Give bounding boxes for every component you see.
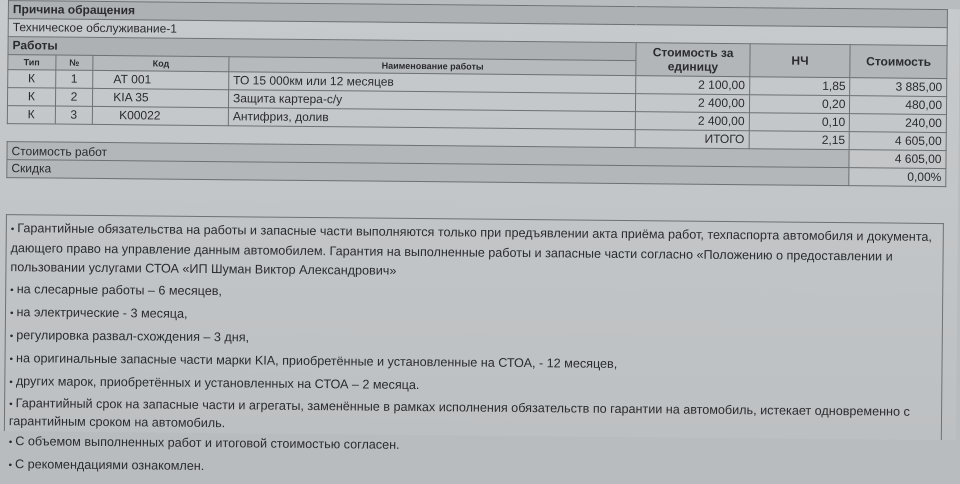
row-no: 1 — [55, 70, 93, 88]
total-nh: 2,15 — [749, 131, 850, 150]
warranty-notes — [4, 214, 944, 473]
note-item: • Гарантийный срок на запасные части и агрегаты, заменённые в рамках исполнения обязательств по гарантии на автомобиль, истекает одновременно с гарантийным сроком на автомобиль. — [8, 396, 910, 431]
total-label: ИТОГО — [636, 130, 749, 149]
note-item: • на электрические - 3 месяца, — [9, 305, 188, 321]
note-item: • на слесарные работы – 6 месяцев, — [10, 282, 223, 299]
type-header: Тип — [8, 55, 56, 70]
no-header: № — [55, 55, 93, 70]
row-nh: 0,10 — [749, 113, 850, 132]
row-no: 2 — [55, 88, 93, 106]
note-item: • на оригинальные запасные части марки KIA, приобретённые и установленные на СТОА, - 12 месяцев, — [9, 351, 618, 371]
discount-label: Скидка — [7, 160, 850, 186]
code-header: Код — [93, 55, 229, 71]
reason-value: Техническое обслуживание-1 — [8, 19, 947, 46]
row-nh: 0,20 — [749, 95, 850, 114]
row-unit-price: 2 400,00 — [636, 94, 749, 113]
row-type: К — [7, 106, 55, 124]
works-cost-label: Стоимость работ — [7, 142, 850, 168]
note-item: • регулировка развал-схождения – 3 дня, — [9, 328, 250, 345]
note-item: • других марок, приобретённых и установленных на СТОА – 2 месяца. — [9, 374, 420, 393]
row-unit-price: 2 100,00 — [636, 76, 749, 95]
row-no: 3 — [55, 106, 93, 124]
works-cost-value: 4 605,00 — [849, 150, 946, 169]
note-item: • С объемом выполненных работ и итоговой стоимостью согласен. — [8, 434, 400, 452]
nh-header: НЧ — [750, 44, 851, 78]
row-cost: 3 885,00 — [850, 78, 947, 97]
reason-title: Причина обращения — [8, 1, 947, 28]
row-name: ТО 15 000км или 12 месяцев — [229, 72, 637, 94]
name-header: Наименование работы — [229, 57, 637, 76]
row-type: К — [8, 70, 56, 88]
cost-header: Стоимость — [850, 45, 947, 79]
row-name: Защита картера-с/у — [228, 90, 636, 112]
row-cost: 480,00 — [850, 96, 947, 115]
works-title: Работы — [8, 37, 637, 61]
total-cost: 4 605,00 — [849, 132, 946, 151]
row-unit-price: 2 400,00 — [636, 112, 749, 131]
row-cost: 240,00 — [850, 114, 947, 133]
work-order-table — [6, 0, 948, 187]
row-code: K00022 — [93, 106, 229, 125]
row-code: АТ 001 — [93, 70, 229, 89]
unit-price-header: Стоимость за единицу — [636, 43, 750, 77]
row-nh: 1,85 — [749, 77, 850, 96]
row-name: Антифриз, долив — [228, 108, 636, 130]
note-item: • Гарантийные обязательства на работы и запасные части выполняются только при предъявлении акта приёма работ, техпаспорта автомобиля и документа, дающего право на управление данным автомобилем. Гарантия на выполненные работы и запасные части согласно «Положению о предоставлении и пользовании услугами СТОА «ИП Шуман Виктор Александрович» — [10, 221, 932, 278]
discount-value: 0,00% — [849, 168, 946, 187]
row-code: KIA 35 — [93, 88, 229, 107]
row-type: К — [7, 88, 55, 106]
note-item: • С рекомендациями ознакомлен. — [8, 457, 205, 473]
